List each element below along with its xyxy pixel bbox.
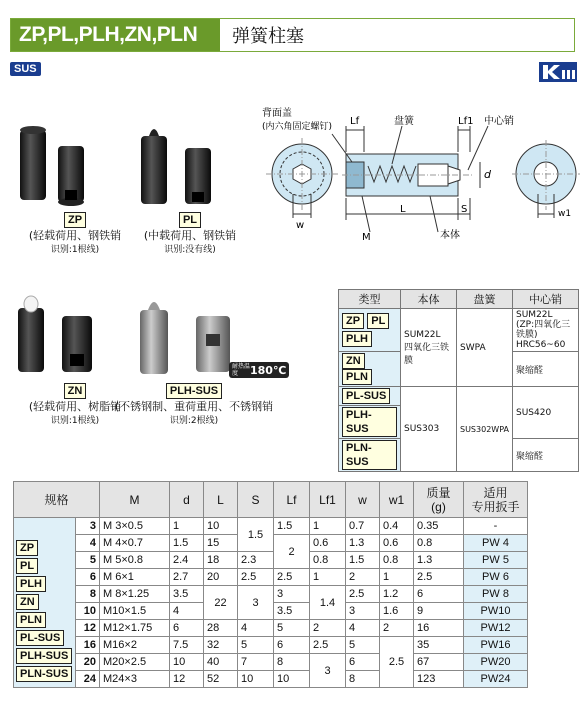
code-pl-sus: PL-SUS: [342, 388, 390, 404]
cell-mass: 123: [414, 671, 464, 688]
cell-l: 28: [204, 620, 238, 637]
cell-s: 3: [238, 586, 274, 620]
col-d: d: [170, 482, 204, 518]
cell-size: 3: [76, 518, 100, 535]
title-bar: [10, 18, 575, 52]
col-lf1: Lf1: [310, 482, 346, 518]
cell-l: 52: [204, 671, 238, 688]
cell-wrench: PW 8: [464, 586, 528, 603]
cell-w: 8: [346, 671, 380, 688]
product-title: 弹簧柱塞: [232, 26, 304, 47]
col-w: w: [346, 482, 380, 518]
heat-value: 180℃: [250, 363, 287, 377]
code-plh: PLH: [16, 576, 46, 592]
cell-s: 2.5: [238, 569, 274, 586]
col-size: 规格: [14, 482, 100, 518]
table-row: [14, 552, 528, 569]
code-pl-sus: PL-SUS: [16, 630, 64, 646]
col-lf: Lf: [274, 482, 310, 518]
cell-mass: 6: [414, 586, 464, 603]
cell-size: 12: [76, 620, 100, 637]
cell-l: 20: [204, 569, 238, 586]
spec-header-pin: 中心销: [513, 290, 579, 309]
plh-sus-desc: (不锈钢制、重荷重用、不锈钢销: [114, 400, 274, 413]
cell-l: 10: [204, 518, 238, 535]
cell-lf: 8: [274, 654, 310, 671]
cell-lf: 1.5: [274, 518, 310, 535]
code-plh: PLH: [342, 331, 372, 347]
spec-row-codes: [339, 309, 401, 352]
model-code-column: [14, 518, 76, 688]
cell-lf1: 0.8: [310, 552, 346, 569]
label-back-cap: 背面盖: [262, 108, 292, 119]
cell-w1: 1.2: [380, 586, 414, 603]
spec-spring-sus: SUS302WPA: [457, 387, 513, 472]
cell-w1: 0.4: [380, 518, 414, 535]
cell-w1: 1: [380, 569, 414, 586]
cell-w: 2: [346, 569, 380, 586]
code-zp: ZP: [16, 540, 38, 556]
cell-lf: 2: [274, 535, 310, 569]
label-body: 本体: [440, 230, 460, 241]
cell-m: M12×1.75: [100, 620, 170, 637]
code-zn: ZN: [64, 383, 87, 399]
cell-w: 1.3: [346, 535, 380, 552]
zp-id: 识别:1根线): [50, 245, 100, 255]
code-plh-sus: PLH-SUS: [166, 383, 222, 399]
model-codes: ZP,PL,PLH,ZN,PLN: [11, 19, 220, 51]
cell-m: M 4×0.7: [100, 535, 170, 552]
product-pl: [130, 212, 250, 258]
zp-photo: [12, 118, 92, 210]
cell-w1: 2.5: [380, 637, 414, 688]
cell-l: 22: [204, 586, 238, 620]
cell-size: 24: [76, 671, 100, 688]
cell-mass: 35: [414, 637, 464, 654]
code-zn: ZN: [342, 353, 365, 369]
cell-wrench: PW12: [464, 620, 528, 637]
cell-m: M16×2: [100, 637, 170, 654]
table-row: [14, 671, 528, 688]
zp-desc: (轻载荷用、钢铁销: [28, 229, 122, 242]
cell-lf1: 2: [310, 620, 346, 637]
table-row: [14, 654, 528, 671]
cell-lf: 10: [274, 671, 310, 688]
cell-wrench: PW10: [464, 603, 528, 620]
cell-w1: 0.6: [380, 535, 414, 552]
material-table: [338, 289, 579, 472]
pl-photo: [135, 118, 225, 210]
label-d: d: [484, 168, 491, 181]
label-s: S: [461, 204, 468, 215]
label-center-pin: 中心销: [484, 116, 514, 127]
cell-d: 10: [170, 654, 204, 671]
cell-mass: 2.5: [414, 569, 464, 586]
plh-sus-id: 识别:2根线): [169, 416, 219, 426]
technical-drawing: [262, 104, 582, 244]
heat-resistance-badge: [229, 362, 289, 378]
cell-w1: 2: [380, 620, 414, 637]
cell-size: 4: [76, 535, 100, 552]
cell-lf: 2.5: [274, 569, 310, 586]
zn-photo: [12, 294, 102, 378]
label-lf: Lf: [350, 116, 360, 127]
cell-lf1: 1: [310, 518, 346, 535]
cell-s: 10: [238, 671, 274, 688]
cell-wrench: PW16: [464, 637, 528, 654]
cell-d: 1: [170, 518, 204, 535]
label-spring: 盘簧: [394, 116, 414, 127]
label-w: w: [296, 220, 305, 231]
col-w1: w1: [380, 482, 414, 518]
cell-mass: 1.3: [414, 552, 464, 569]
spec-header-body: 本体: [401, 290, 457, 309]
zn-desc: (轻载荷用、树脂销: [28, 400, 122, 413]
spec-row-codes: [339, 406, 401, 439]
cell-s: 1.5: [238, 518, 274, 552]
code-zn: ZN: [16, 594, 39, 610]
code-pl: PL: [179, 212, 201, 228]
code-pln: PLN: [342, 369, 372, 385]
cell-w: 6: [346, 654, 380, 671]
table-row: [14, 518, 528, 535]
cell-l: 18: [204, 552, 238, 569]
product-zp: [20, 212, 130, 258]
label-l: L: [400, 204, 406, 215]
cell-lf: 3.5: [274, 603, 310, 620]
label-w1: w1: [558, 209, 572, 219]
spec-row-codes: [339, 439, 401, 472]
cell-d: 12: [170, 671, 204, 688]
cell-size: 20: [76, 654, 100, 671]
cell-lf1: 0.6: [310, 535, 346, 552]
code-zp: ZP: [64, 212, 86, 228]
cell-d: 2.4: [170, 552, 204, 569]
cell-m: M 5×0.8: [100, 552, 170, 569]
col-wrench: 适用 专用扳手: [464, 482, 528, 518]
cell-m: M24×3: [100, 671, 170, 688]
cell-lf: 3: [274, 586, 310, 603]
label-lf1: Lf1: [458, 116, 474, 127]
cell-wrench: PW 6: [464, 569, 528, 586]
cell-l: 32: [204, 637, 238, 654]
cell-m: M 6×1: [100, 569, 170, 586]
code-plh-sus: PLH-SUS: [16, 648, 72, 664]
plh-sus-photo: [132, 294, 242, 380]
spec-pin-polyacetal-sus: 聚缩醛: [513, 439, 579, 472]
spec-body-steel: SUM22L 四氧化三铁膜: [401, 309, 457, 387]
cell-mass: 67: [414, 654, 464, 671]
cell-d: 7.5: [170, 637, 204, 654]
cell-wrench: -: [464, 518, 528, 535]
spec-body-sus: SUS303: [401, 387, 457, 472]
col-m: M: [100, 482, 170, 518]
cell-wrench: PW24: [464, 671, 528, 688]
cell-m: M 8×1.25: [100, 586, 170, 603]
code-pln-sus: PLN-SUS: [16, 666, 72, 682]
cell-m: M 3×0.5: [100, 518, 170, 535]
table-row: [14, 569, 528, 586]
spec-pin-steel: SUM22L (ZP:四氧化三铁膜) HRC56~60: [513, 309, 579, 352]
cell-mass: 0.8: [414, 535, 464, 552]
cell-s: 2.3: [238, 552, 274, 569]
cell-wrench: PW20: [464, 654, 528, 671]
table-row: [14, 586, 528, 603]
table-row: [14, 637, 528, 654]
cell-size: 10: [76, 603, 100, 620]
cell-d: 6: [170, 620, 204, 637]
pl-id: 识别:没有线): [164, 245, 216, 255]
cell-w: 2.5: [346, 586, 380, 603]
cell-l: 15: [204, 535, 238, 552]
cell-w: 5: [346, 637, 380, 654]
cell-w: 0.7: [346, 518, 380, 535]
cell-mass: 16: [414, 620, 464, 637]
dimension-table: [13, 481, 528, 688]
cell-s: 4: [238, 620, 274, 637]
heat-label: 耐热温度: [232, 363, 251, 377]
table-row: [14, 620, 528, 637]
cell-m: M20×2.5: [100, 654, 170, 671]
spec-pin-polyacetal: 聚缩醛: [513, 352, 579, 387]
cell-w: 4: [346, 620, 380, 637]
cell-w1: 0.8: [380, 552, 414, 569]
sus-badge: SUS: [10, 62, 41, 76]
spec-row-codes: [339, 352, 401, 387]
cell-size: 16: [76, 637, 100, 654]
spec-header-type: 类型: [339, 290, 401, 309]
product-plh-sus: [114, 383, 274, 429]
col-l: L: [204, 482, 238, 518]
code-pl: PL: [367, 313, 389, 329]
cell-wrench: PW 4: [464, 535, 528, 552]
col-mass: 质量 (g): [414, 482, 464, 518]
cell-d: 3.5: [170, 586, 204, 603]
zn-id: 识别:1根线): [50, 416, 100, 426]
spec-header-spring: 盘簧: [457, 290, 513, 309]
cell-lf1: 1.4: [310, 586, 346, 620]
cell-d: 4: [170, 603, 204, 620]
cell-mass: 9: [414, 603, 464, 620]
kipp-logo-icon: [539, 62, 577, 82]
cell-size: 8: [76, 586, 100, 603]
spec-row-codes: [339, 387, 401, 406]
cell-s: 7: [238, 654, 274, 671]
code-plh-sus: PLH-SUS: [342, 407, 397, 437]
cell-m: M10×1.5: [100, 603, 170, 620]
code-pl: PL: [16, 558, 38, 574]
spec-spring-swpa: SWPA: [457, 309, 513, 387]
code-pln-sus: PLN-SUS: [342, 440, 397, 470]
cell-lf1: 1: [310, 569, 346, 586]
cell-w: 1.5: [346, 552, 380, 569]
cell-d: 1.5: [170, 535, 204, 552]
cell-w: 3: [346, 603, 380, 620]
cell-lf: 5: [274, 620, 310, 637]
cell-wrench: PW 5: [464, 552, 528, 569]
spec-pin-sus420: SUS420: [513, 387, 579, 439]
cell-size: 6: [76, 569, 100, 586]
cell-mass: 0.35: [414, 518, 464, 535]
label-m: M: [362, 232, 371, 243]
cell-lf1: 2.5: [310, 637, 346, 654]
cell-lf1: 3: [310, 654, 346, 688]
code-zp: ZP: [342, 313, 364, 329]
cell-s: 5: [238, 637, 274, 654]
cell-w1: 1.6: [380, 603, 414, 620]
label-back-cap-note: (内六角固定螺钉): [262, 122, 333, 132]
code-pln: PLN: [16, 612, 46, 628]
pl-desc: (中载荷用、钢铁销: [143, 229, 237, 242]
cell-size: 5: [76, 552, 100, 569]
cell-l: 40: [204, 654, 238, 671]
cell-lf: 6: [274, 637, 310, 654]
col-s: S: [238, 482, 274, 518]
cell-d: 2.7: [170, 569, 204, 586]
